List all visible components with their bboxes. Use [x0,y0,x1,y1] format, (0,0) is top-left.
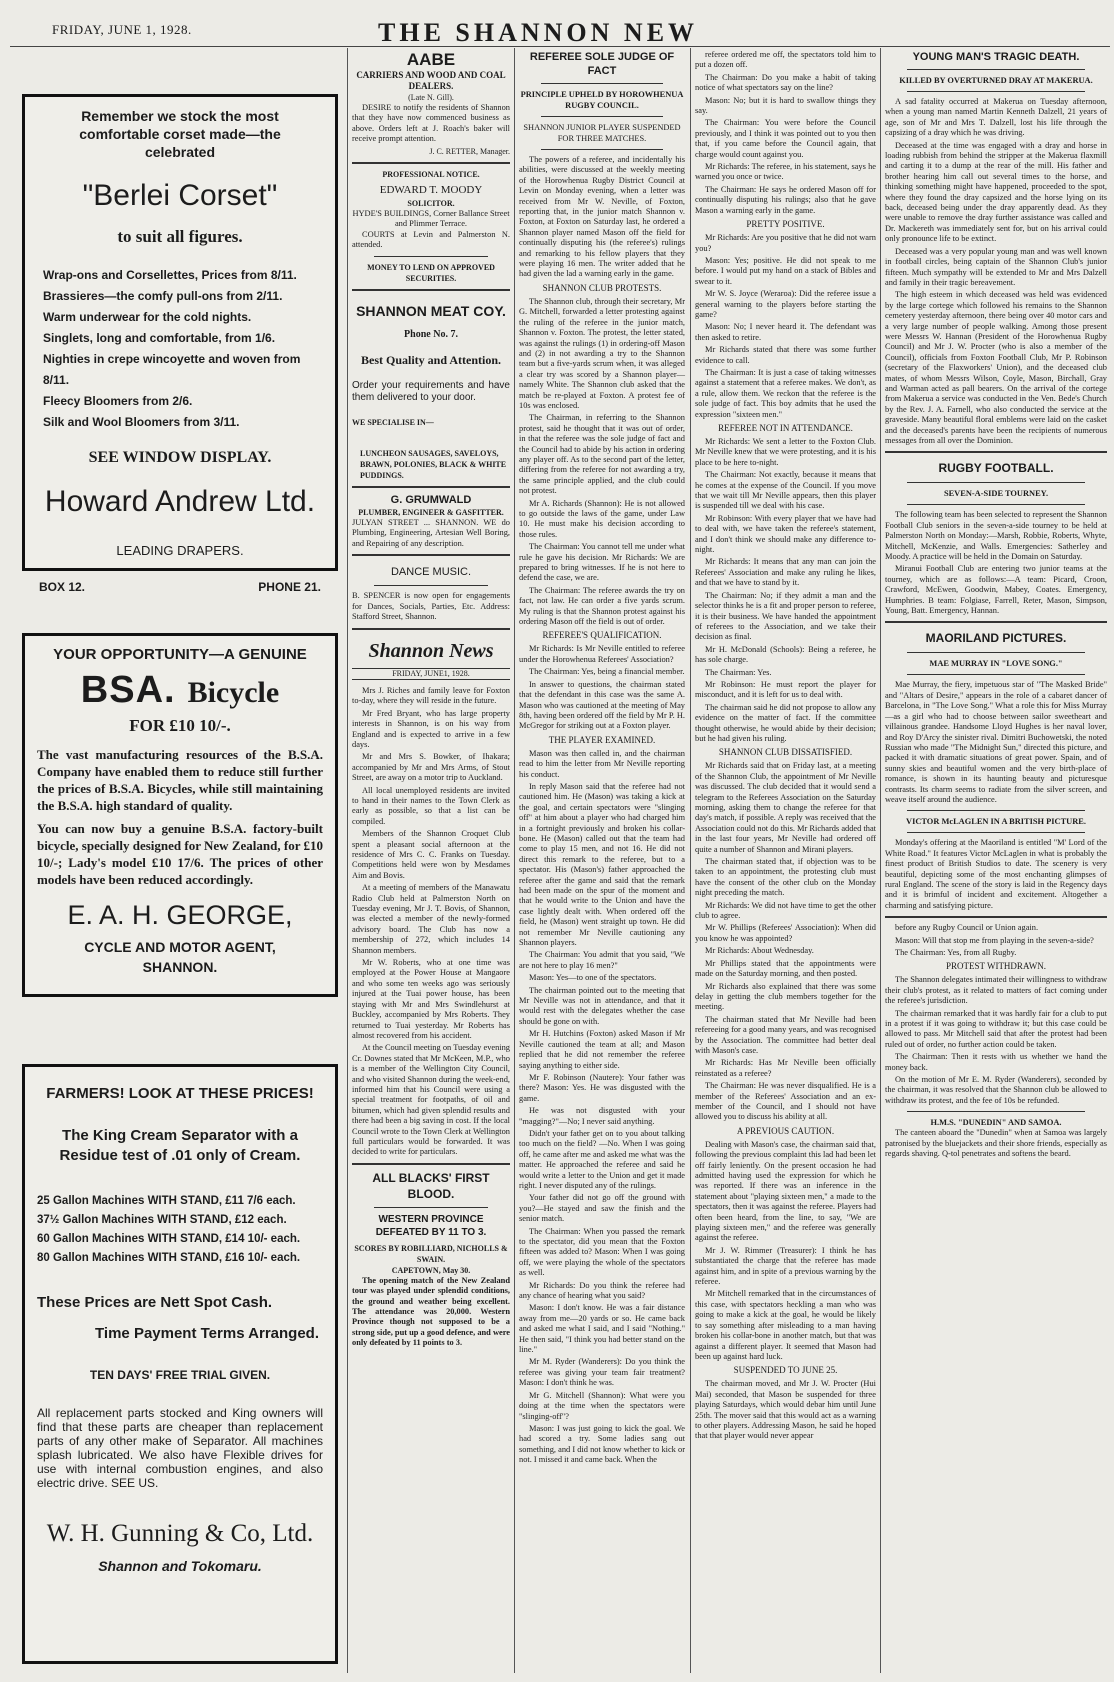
divider [374,585,488,586]
article-paragraph: before any Rugby Council or Union again. [895,923,1039,933]
article-paragraph: Mr W. S. Joyce (Weraroa): Did the referee issue a general warning to the players before starting the game? [695,289,876,319]
bsa-brand-row [37,669,323,712]
article-paragraph: Mr Richards: Has Mr Neville been officially reinstated as a referee? [695,1058,876,1078]
bsa-body: The vast manufacturing resources of the B.S.A. Company have enabled them to reduce still further the prices of B.S.A. Bicycles, while still maintaining the B.S.A. high standard of quality. [37,747,323,813]
article-paragraph: Mr Richards: Is Mr Neville entitled to referee under the Horowhenua Referees' Association? [519,644,685,664]
column-5 [885,50,1107,1675]
divider [352,628,510,630]
aabe-subtitle: CARRIERS AND WOOD AND COAL DEALERS. [356,70,506,91]
mclaglen-para: Monday's offering at the Maoriland is entitled "M' Lord of the White Road." It features Victor McLaglen in what is probably the finest product of British Studios to date. The scenery is very beautiful, depicting some of the most enchanting glimpses of rural England. The scene of the story is laid in the Regency days and it is brimful of incident and excitement. Altogether a charming and satisfying picture. [885,838,1107,910]
article-paragraph: The chairman pointed out to the meeting that Mr Neville was not in attendance, and that it would rest with the delegates whether the case should be gone on with. [519,985,685,1026]
article-paragraph: Mason: No; I never heard it. The defendant was then asked to retire. [695,322,876,342]
article-paragraph: The Chairman: You cannot tell me under what rule he gave his decision. Mr Richards: We are prepared to bring witnesses. If he is not here to defend the case, we are. [519,542,685,583]
professional-notice-title: PROFESSIONAL NOTICE. [382,170,480,180]
bsa-body-2: You can now buy a genuine B.S.A. factory-built bicycle, specially designed for New Zealand, for £10 10/-; Lady's model £10 17/6. The prices of other models have been reduced accordingly. [37,821,323,887]
referee-title: REFEREE SOLE JUDGE OF FACT [529,51,675,77]
article-paragraph: Mason was then called in, and the chairman read to him the letter from Mr Neville reporting his conduct. [519,748,685,779]
masthead [0,0,1114,46]
meat-items: LUNCHEON SAUSAGES, SAVELOYS, BRAWN, POLONIES, BLACK & WHITE PUDDINGS. [360,449,507,481]
article-paragraph: The Chairman, in referring to the Shannon protest, said he thought that it was out of order, in that the referee was the sole judge of fact and the Council had to abide by his action in ordering any player off. As to the second part of the letter, differing from the referee for not awarding a try, the same principle applied, and the club could not protest. [519,413,685,496]
news-item: Mr and Mrs S. Bowker, of Ihakara; accompanied by Mr and Mrs Arms, of Stout Street, are away on a motor trip to Auckland. [352,752,510,783]
separator-price-list [37,1192,323,1268]
all-blacks-subtitle: WESTERN PROVINCE DEFEATED BY 11 TO 3. [375,1213,487,1238]
corset-shop-name: Howard Andrew Ltd. [44,485,316,518]
article-paragraph: The Shannon delegates intimated their willingness to withdraw their club's protest, as it related to matters of fact coming under the referee's jurisdiction. [885,975,1107,1006]
article-paragraph: Dealing with Mason's case, the chairman said that, following the previous complaint this lad had been let off fairly leniently. On the present occasion he had admitted having used the expression for which he was reported. If there was an inference in the statement about "playing sixteen men," a made to the spectators, then it was against the referee. Players had often been heard, from the line, to say, "We are playing sixteen men," and the referee was generally against the referee. [695,1139,876,1243]
bsa-agent-trade: CYCLE AND MOTOR AGENT, [84,939,276,955]
article-paragraph: In answer to questions, the chairman stated that the defendant in this case was the same A. Mason who was cautioned at the meeting of May 8th, having been ordered off the field by Mr P. H. McGregor for striking out at a Foxton player. [519,679,685,731]
article-paragraph: Mr Richards: The referee, in his statement, says he warned you once or twice. [695,162,876,182]
referee-subtitle-2: SHANNON JUNIOR PLAYER SUSPENDED FOR THREE MATCHES. [523,123,681,143]
corset-phone: PHONE 21. [258,580,321,594]
article-paragraph: The chairman stated that, if objection was to be taken to an appointment, the protesting club must have the consent of the other club on the Monday night preceding the match. [695,857,876,898]
referee-article-continued-2 [885,923,1107,1106]
referee-article-body [519,155,685,1466]
article-paragraph: The Chairman: You admit that you said, "We are not here to play 16 men?" [519,950,685,970]
tragic-para: Deceased at the time was engaged with a dray and horse in loading rubbish from behind the stripper at the Makerua flaxmill and carting it to a dump at the rear of the mill. His father and brother hearing him call out several times to the horse, and thinking something might have happened, proceeded to the spot, where they found the dray capsized and the horse lying on its back, deceased being under the dray apparently dead. As they were unable to remove the dray further assistance was called and Dr. Mackereth was immediately sent for, but on his arrival could only pronounce life to be extinct. [885,140,1107,244]
grumwald-title: G. GRUMWALD [390,494,472,507]
corset-item: Wrap-ons and Corsellettes, Prices from 8/11. [43,268,297,282]
maoriland-subtitle: MAE MURRAY IN "LOVE SONG." [929,659,1063,669]
farmers-firm: W. H. Gunning & Co, Ltd. [46,1520,314,1547]
farmers-trial: TEN DAYS' FREE TRIAL GIVEN. [89,1368,271,1382]
article-paragraph: The Chairman: Yes, from all Rugby. [895,948,1017,957]
farmers-lead: FARMERS! LOOK AT THESE PRICES! [46,1085,314,1102]
article-paragraph: The Chairman: No; if they admit a man and the selector thinks he is a fit and proper person to referee, it is their business. We have handed the appointment of referees to the Association, and we take their decision as final. [695,590,876,642]
separator-price-item: 60 Gallon Machines WITH STAND, £14 10/- each. [37,1233,301,1245]
farmers-places: Shannon and Tokomaru. [98,1558,262,1574]
corset-item: Fleecy Bloomers from 2/6. [43,394,193,408]
divider [907,482,1085,483]
rugby-title: RUGBY FOOTBALL. [938,461,1054,476]
divider [907,1111,1085,1112]
bsa-town: SHANNON. [142,959,218,975]
article-paragraph: The chairman remarked that it was hardly fair for a club to put in a protest if it was going to withdraw it; but this case could be allowed to pass. Mr Mitchell said that after the protest had been ruled out of order, no further action could be taken. [885,1008,1107,1049]
article-paragraph: Mr Robinson: With every player that we have had to deal with, we have taken the referee's statement, and I don't think we should make any difference to-night. [695,513,876,555]
dance-title: DANCE MUSIC. [390,566,472,579]
article-paragraph: Mr G. Mitchell (Shannon): What were you doing at the time when the spectators were "slinging-off"? [519,1390,685,1421]
section-heading: PRETTY POSITIVE. [746,219,825,230]
article-paragraph: Mr Richards: It means that any man can join the Referees' Association and make any ruling he likes, and that we have to stand by it. [695,557,876,588]
article-paragraph: The Chairman: When you passed the remark to the spectator, did you mean that the Foxton fifteen was added to? Mason: When I was going off, we were playing the whole of the spectators as well. [519,1226,685,1278]
article-paragraph: Mr Richards: We did not have time to get the other club to agree. [695,900,876,921]
moody-name: EDWARD T. MOODY [379,184,483,197]
section-heading: REFEREE'S QUALIFICATION. [542,630,662,641]
section-heading: SHANNON CLUB PROTESTS. [542,282,662,293]
article-paragraph: Mason: I don't know. He was a fair distance away from me—20 yards or so. He came back and asked me what I said, and I said "Nothing." He then said, "I think you had better stand on the line." [519,1303,685,1355]
divider [352,289,510,291]
separator-price-item: 25 Gallon Machines WITH STAND, £11 7/6 each. [37,1195,296,1207]
divider [885,451,1107,453]
tragic-para: A sad fatality occurred at Makerua on Tuesday afternoon, when a young man named Martin Kenneth Dalzell, 21 years of age, son of Mr and Mrs T. Dalzell, lost his life through the capsizing of a dray which he was driving. [885,97,1107,138]
article-paragraph: The Shannon club, through their secretary, Mr G. Mitchell, forwarded a letter protesting against the ruling of the referee in the junior match, Shannon v. Foxton. The protest, the letter stated, was against the rulings (1) in ordering-off Mason and (2) in not awarding a try to the Shannon team but a five-yards scrum when, it was alleged a clear try was scored by a Shannon player—namely White. The Shannon club asked that the match be re-played at Foxton. A protest fee of 10s was enclosed. [519,296,685,410]
article-paragraph: Mr H. McDonald (Schools): Being a referee, he has sole charge. [695,644,876,665]
article-paragraph: Didn't your father get on to you about talking too much on the field? —No. When I was going off, he came after me and asked me what was the matter. He approached the referee and said he would write a letter to the Union and get it made right. I never disputed any of the rulings. [519,1128,685,1190]
meat-phone: Phone No. 7. [404,328,458,340]
all-blacks-scores: SCORES BY ROBILLIARD, NICHOLLS & SWAIN. [354,1243,508,1264]
article-paragraph: He was not disgusted with your "magging?"—No; I never said anything. [519,1106,685,1126]
separator-price-item: 37½ Gallon Machines WITH STAND, £12 each. [37,1214,287,1226]
divider [907,674,1085,675]
divider [885,916,1107,918]
corset-lead: Remember we stock the most comfortable corset made—the celebrated [79,108,281,160]
article-paragraph: The Chairman: The referee awards the try on fact, not law. He can order a five yards scrum. My ruling is that the Shannon protest against his ordering Mason off the field is out of order. [519,585,685,627]
issue-date: FRIDAY, JUNE 1, 1928. [52,22,192,37]
maoriland-para: Mae Murray, the fiery, impetuous star of "The Masked Bride" and "Altars of Desire," appears in the role of a cabaret dancer of Barcelona, in "The Love Song." What a role this for Miss Murray—as a girl who had to choose between sailor sweetheart and villainous grandee. Handsome Lloyd Hughes is her naval lover, and Roy D'Arcy the sinister rival. Dimitri Buchowetski, the noted Russian who made "The Midnight Sun," directed this picture, and packed it with dramatic situations of great power. Spain, and of sunny skies and beautiful women and the very birth-place of romance, is shown in its haunting beauty and picturesque contrasts. Its charm seems to radiate from the silver screen, and weave itself around the audience. [885,680,1107,804]
tragic-death-subtitle: KILLED BY OVERTURNED DRAY AT MAKERUA. [899,76,1093,85]
all-blacks-title: ALL BLACKS' FIRST BLOOD. [372,1170,490,1201]
divider [352,486,510,488]
divider [907,652,1085,653]
news-item: Mr Fred Bryant, who has large property interests in Shannon, is on his way from England and is expected to arrive in a few days. [352,708,510,749]
corset-item: Brassieres—the comfy pull-ons from 2/11. [43,289,283,303]
samoa-body: The canteen aboard the "Dunedin" when at Samoa was largely patronised by the bluejackets and their shore friends, especially as regards shaving. Q-tol penetrates and softens the beard. [885,1128,1107,1159]
referee-article-continued [695,50,876,1442]
section-heading: A PREVIOUS CAUTION. [736,1125,835,1136]
article-paragraph: Mr M. Ryder (Wanderers): Do you think the referee was giving your team fair treatment? Mason: I don't think he was. [519,1357,685,1388]
article-paragraph: Mr J. W. Rimmer (Treasurer): I think he has substantiated the charge that the referee has made against him, and in spite of a previous warning by the referee. [695,1245,876,1287]
article-paragraph: Mr Richards: Are you positive that he did not warn you? [695,233,876,253]
article-paragraph: On the motion of Mr E. M. Ryder (Wanderers), seconded by the chairman, it was resolved that the Shannon club be allowed to withdraw its protest, and the fee of 10s be refunded. [885,1075,1107,1105]
column-rule [514,48,515,1673]
bsa-brand: BSA. [80,669,176,711]
divider [885,621,1107,623]
farmers-terms: Time Payment Terms Arranged. [95,1325,319,1342]
aabe-late: (Late N. Gill). [408,93,454,102]
section-heading: SHANNON CLUB DISSATISFIED. [718,747,853,758]
corset-item-list [35,265,325,433]
moody-role: SOLICITOR. [407,199,455,209]
article-paragraph: Mason: No; but it is hard to swallow things they say. [695,95,876,116]
news-item: All local unemployed residents are invited to hand in their names to the Town Clerk as early as possible, so that a list can be compiled. [352,785,510,826]
article-paragraph: Mr A. Richards (Shannon): He is not allowed to go outside the laws of the game, under Law 10. He must make his decision according to those rules. [519,498,685,539]
meat-quality: Best Quality and Attention. [360,352,501,367]
cream-separator-advertisement [22,1064,338,1664]
section-heading: PROTEST WITHDRAWN. [946,961,1046,972]
article-paragraph: Your father did not go off the ground with you?—He stayed and saw the finish and the senior match. [519,1193,685,1224]
corset-item: Nighties in crepe wincoyette and woven from 8/11. [43,352,301,387]
article-paragraph: Mr H. Hutchins (Foxton) asked Mason if Mr Neville cautioned the team at all; and Mason replied that he did not remember the referee saying anything to either side. [519,1029,685,1070]
corset-tagline: to suit all figures. [117,227,243,246]
article-paragraph: The Chairman: It is just a case of taking witnesses against a statement that a referee makes. We don't, as a rule, allow them. We reckon that the referee is the sole judge of fact. This boy admits that he used the expression "sixteen men." [695,367,876,419]
article-paragraph: The Chairman: Then it rests with us whether we hand the money back. [885,1052,1107,1072]
mclaglen-title: VICTOR McLAGLEN IN A BRITISH PICTURE. [906,817,1086,827]
corset-box: BOX 12. [39,580,86,594]
rugby-para: Miranui Football Club are entering two junior teams at the tourney, which are as follows:—A team: Picard, Croon, Crawford, McEwen, Goodwin, Mabey, Coates. Emergency, Humphries. B team: Folgiase, Farrell, Reter, Mason, Simpson, Young, Batt. Emergency, Hannan. [885,564,1107,616]
article-paragraph: The Chairman: He was never disqualified. He is a member of the Referees' Association and an ex-member of the Council, and I should not have allowed you to discuss his ability at all. [695,1081,876,1122]
article-paragraph: Mason: Yes—to one of the spectators. [529,973,657,983]
divider [352,162,510,164]
divider [907,504,1085,505]
article-paragraph: The Chairman: You were before the Council previously, and I think it was pointed out to you then that, if you came before the Council again, that charge would count against you. [695,118,876,159]
article-paragraph: Mr Phillips stated that the appointments were made on the Saturday morning, and then posted. [695,958,876,979]
column-4 [695,50,876,1675]
aabe-body: DESIRE to notify the residents of Shannon that they have now commenced business as above. Orders left at J. Roach's baker will receive prompt attention. [352,103,510,144]
divider [374,1207,488,1208]
meat-order: Order your requirements and have them delivered to your door. [352,379,510,403]
aabe-title: AABE [406,50,456,69]
news-item: Mrs J. Riches and family leave for Foxton to-day, where they will reside in the future. [352,685,510,706]
bsa-product: Bicycle [187,676,280,709]
article-paragraph: The chairman moved, and Mr J. W. Procter (Hui Mai) seconded, that Mason be suspended for three playing Saturdays, which would debar him until June 25th. The mover said that this would act as a warning to other players. Addressing Mason, he said he hoped that that player would never appear [695,1379,876,1441]
shannon-news-title: Shannon News [368,639,494,662]
column-rule [347,48,348,1673]
corset-item: Singlets, long and comfortable, from 1/6. [43,331,276,345]
column-rule [880,48,881,1673]
column-rule [690,48,691,1673]
article-paragraph: Mr Mitchell remarked that in the circumstances of this case, with spectators heckling a man who was going to make a kick at the goal, he would be likely to say something after misleading to a man having broken his collar-bone in another match, but that was against a different player. It seemed that Mason had been up against hard luck. [695,1289,876,1361]
grumwald-body: JULYAN STREET ... SHANNON. WE do Plumbing, Engineering, Artesian Well Boring, and Repairing of any description. [352,518,510,548]
article-paragraph: Mr W. Phillips (Referees' Association): When did you know he was appointed? [695,923,876,943]
corset-advertisement [22,94,338,594]
all-blacks-dateline: CAPETOWN, May 30. [391,1265,471,1275]
divider [541,149,663,150]
bsa-lead: YOUR OPPORTUNITY—A GENUINE [53,646,307,663]
moody-address: HYDE'S BUILDINGS, Corner Ballance Street and Plimmer Terrace. [352,209,510,229]
article-paragraph: Mr F. Robinson (Nautere): Your father was there? Mason: Yes. He was disgusted with the game. [519,1072,685,1103]
article-paragraph: The chairman said he did not propose to allow any evidence on the matter of fact. If the committee thought otherwise, he would abide by their decision; but he had given his ruling. [695,702,876,743]
shannon-news-date: FRIDAY, JUNE1, 1928. [352,668,510,680]
article-paragraph: Mr Richards: We sent a letter to the Foxton Club. Mr Neville knew that we were protesting, and it is his place to be here to-night. [695,437,876,467]
article-paragraph: Mr Richards said that on Friday last, at a meeting of the Shannon Club, the appointment of Mr Neville was discussed. The club decided that it would send a telegram to the Referees Association on the Saturday morning, asking them to change the referee for that day's match, if possible. A reply was received that the Association could not do this. Mr Richards added that in the last four years, Mr Neville had ordered off quite a number of Shannon and Mirani players. [695,761,876,854]
article-paragraph: The Chairman: He says he ordered Mason off for continually disputing his rulings; also that he gave Mason a warning early in the game. [695,184,876,215]
tragic-death-title: YOUNG MAN'S TRAGIC DEATH. [912,51,1080,63]
rugby-para: The following team has been selected to represent the Shannon Football Club seniors in the seven-a-side tourney to be held at Palmerston North on Monday:—Marsh, Robbie, Roberts, Whyte, Mitchell, McKenzie, and Walls. Emergencies: Satherley and Moody. A practice will be held in the Domain on Saturday. [885,510,1107,562]
corset-trade: LEADING DRAPERS. [116,543,244,558]
referee-subtitle-1: PRINCIPLE UPHELD BY HOROWHENUA RUGBY COUNCIL. [520,90,684,110]
divider [352,1163,510,1165]
article-paragraph: The Chairman: Yes. [705,667,772,677]
moody-money: MONEY TO LEND ON APPROVED SECURITIES. [367,262,495,283]
article-paragraph: Mason: Yes; positive. He did not speak to me before. I would put my hand on a stack of Bibles and swear to it. [695,255,876,286]
masthead-rule [10,46,1110,47]
news-item: Members of the Shannon Croquet Club spent a pleasant social afternoon at the residence of Mrs C. C. Franks on Tuesday. Competitions held were won by Mesdames Aim and Bovis. [352,829,510,880]
article-paragraph: The Chairman: Do you make a habit of taking notice of what spectators say on the line? [695,72,876,93]
divider [907,69,1085,70]
news-item: At the Council meeting on Tuesday evening Cr. Downes stated that Mr McKeen, M.P., who is a member of the Wellington City Council, and who visited Shannon during the week-end, informed him that his Council were using a special treatment for footpaths, of oil and bitumen, which had given splendid results and there had been a big saving in cost. If the local Council wrote to the Town Clerk at Wellington full particulars would be forwarded. It was decided to write for particulars. [352,1043,510,1157]
divider [352,554,510,556]
article-paragraph: The powers of a referee, and incidentally his abilities, were discussed at the weekly meeting of the Horowhenua Rugby District Council at Levin on Monday evening, when a letter was received from Mr W. Neville, of Foxton, reporting that, in the junior match Shannon v. Foxton, at Foxton on Saturday last, he ordered a Shannon player named Mason off the field for continually disputing his (the referee's) rulings and remarking to his fellow players that they were playing 16 men. The writer added that he had given the lad a warning early in the game. [519,155,685,279]
bsa-price: FOR £10 10/-. [129,716,231,735]
corset-brand: "Berlei Corset" [82,179,278,212]
tragic-para: Deceased was a very popular young man and was well known in football circles, being captain of the Shannon Club's junior fifteen. Much sympathy will be extended to Mr and Mrs Dalzell and family in their tragic bereavement. [885,246,1107,287]
newspaper-title: THE SHANNON NEW [378,18,699,47]
news-item: At a meeting of members of the Manawatu Radio Club held at Palmerston North on Tuesday evening, Mr J. T. Bovis, of Shannon, was elected a member of the newly-formed advisory board. The Club has now a membership of 272, which includes 14 Shannon members. [352,883,510,955]
samoa-title: H.M.S. "DUNEDIN" AND SAMOA. [930,1118,1062,1128]
column-2 [352,50,510,1675]
bsa-agent: E. A. H. GEORGE, [67,900,293,930]
article-paragraph: Mason: I was just going to kick the goal. We had scored a try. Some ladies sang out something, and I did not know whether to kick or not. I missed it and came back. When the [519,1423,685,1465]
article-paragraph: Mr Richards: Do you think the referee had any chance of hearing what you said? [519,1280,685,1301]
farmers-body: All replacement parts stocked and King owners will find that these parts are cheaper than replacement parts of any other make of Separator. All machines splash lubricated. We also have Flexible drives for use with internal combustion engines, and also electric drive. SEE US. [37,1406,323,1490]
corset-display: SEE WINDOW DISPLAY. [88,449,272,466]
column-3 [519,50,685,1675]
article-paragraph: Mr Richards also explained that there was some delay in getting the club members together for the meeting. [695,981,876,1012]
divider [374,256,488,257]
article-paragraph: In reply Mason said that the referee had not cautioned him. He (Mason) was taking a kick at the goal, and certain spectators were "slinging off" at him about a player who had charged him in a fortnight previously and broken his collar-bone. He (Mason) called out that the team had come to play 15 men, and not 16. He did not direct this remark to the referee, but to a spectator. His (Mason's) father approached the referee after the game and said that the remark had been made on the spur of the moment and that he would write to the Union and have the case lightly dealt with. When ordered off the field, he (Mason) went straight up town. He did not remember Mr Neville cautioning any Shannon players. [519,781,685,948]
grumwald-subtitle: PLUMBER, ENGINEER & GASFITTER. [358,508,504,518]
article-paragraph: Mr Richards: About Wednesday. [705,946,814,956]
article-paragraph: The Chairman: Not exactly, because it means that he comes at the expense of the Council. If you move that we wait till Mr Neville appears, then this player is suspended till we deal with his case. [695,470,876,511]
article-paragraph: Mr Richards stated that there was some further evidence to call. [695,345,876,365]
meat-title: SHANNON MEAT COY. [356,302,506,319]
section-heading: SUSPENDED TO JUNE 25. [733,1365,838,1376]
divider [541,83,663,84]
farmers-intro: The King Cream Separator with a Residue test of .01 only of Cream. [59,1127,301,1164]
aabe-signature: J. C. RETTER, Manager. [429,146,510,156]
divider [907,832,1085,833]
corset-item: Warm underwear for the cold nights. [43,310,252,324]
dance-body: B. SPENCER is now open for engagements for Dances, Socials, Parties, Etc. Address: Stafford Street, Shannon. [352,591,510,622]
corset-item: Silk and Wool Bloomers from 3/11. [43,415,240,429]
corset-contact-row [35,580,325,594]
bsa-bicycle-advertisement [22,633,338,997]
divider [541,116,663,117]
section-heading: REFEREE NOT IN ATTENDANCE. [718,423,853,433]
tragic-para: The high esteem in which deceased was held was evidenced by the large cortege which followed his remains to the Shannon cemetery yesterday afternoon, there being over 40 motor cars and a very large number of people walking. Among those present were Messrs W. Hannan (President of the Horowhenua Rugby Council) and Mr J. W. Procter (who is also a member of the Council), officials from Foxton Football Club, Mr P. Robinson (secretary of the Flaxworkers' Union), and the deceased club mates, of whom Messrs Wilson, Coyle, Mason, Birchall, Gray and Warman acted as pall bearers. On the arrival of the cortege from Makerua a service was conducted in the Ven. Bede's Church by the Rev. J. A. Farnell, who also conducted the service at the graveside. Many beautiful floral emblems were laid on the casket and the deceased's parents have been the recipients of numerous messages from all over the Dominion. [885,290,1107,445]
meat-specialise: WE SPECIALISE IN— [352,417,434,427]
farmers-nett: These Prices are Nett Spot Cash. [37,1294,273,1311]
separator-price-item: 80 Gallon Machines WITH STAND, £16 10/- each. [37,1252,301,1264]
section-heading: THE PLAYER EXAMINED. [548,734,656,745]
divider [907,91,1085,92]
all-blacks-body: The opening match of the New Zealand tour was played under splendid conditions, the ground and weather being excellent. The attendance was 20,000. Western Province though not supposed to be a strong side, put up a good defence, and were only defeated by 11 points to 3. [352,1275,510,1348]
moody-courts: COURTS at Levin and Palmerston N. attended. [352,229,510,250]
article-paragraph: The chairman stated that Mr Neville had been refereeing for a good many years, and was recognised by the Association. The committee had better deal with Mason's case. [695,1014,876,1055]
news-item: Mr W. Roberts, who at one time was employed at the Power House at Mangaore and who some ten weeks ago was seriously injured at the Tuai power house, has been staying with Mr and Mrs Swindlehurst at Buckley, accompanied by Mrs Roberts. They returned to Tuai yesterday. Mr Roberts has almost recovered from his accident. [352,958,510,1040]
article-paragraph: Mr Robinson: He must report the player for misconduct, and it is left for us to deal with. [695,679,876,700]
rugby-subtitle: SEVEN-A-SIDE TOURNEY. [943,489,1049,499]
article-paragraph: The Chairman: Yes, being a financial member. [529,667,685,677]
divider [907,810,1085,811]
article-paragraph: referee ordered me off, the spectators told him to put a dozen off. [695,50,876,70]
maoriland-title: MAORILAND PICTURES. [925,631,1067,646]
article-paragraph: Mason: Will that stop me from playing in the seven-a-side? [895,935,1094,945]
